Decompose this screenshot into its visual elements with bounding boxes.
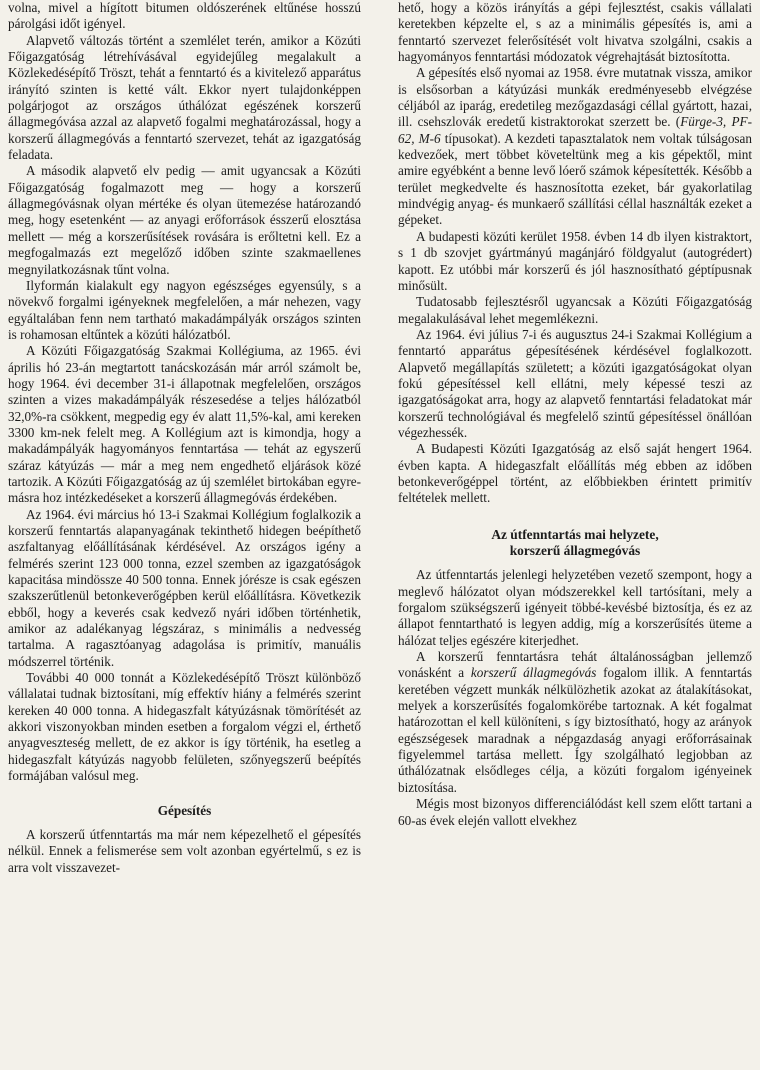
term-italic: korszerű állagmegóvás <box>470 665 597 681</box>
section-heading-line2: korszerű állagmegóvás <box>509 543 641 558</box>
section-heading-line1: Az útfenntartás mai helyzete, <box>491 526 659 542</box>
paragraph: A budapesti közúti kerület 1958. évben 14 db ilyen kistraktort, s 1 db szovjet gyártmányú magánjáró földgyalut (autogrédert) kapott. Ez utóbbi már korszerű és jól hasznosítható géptípusnak minősült. <box>398 228 752 293</box>
right-column <box>398 0 752 829</box>
paragraph: Tudatosabb fejlesztésről ugyancsak a Közúti Főigazgatóság megalakulásával lehet megemlékezni. <box>398 294 752 326</box>
paragraph <box>398 65 752 228</box>
tractor-types-italic: Fürge-3, PF-62, M-6 <box>398 114 752 146</box>
paragraph: A Közúti Főigazgatóság Szakmai Kollégiuma, az 1965. évi április hó 23-án megtartott tanácskozásán már arról számolt be, hogy 1964. évi december 31-i állapotnak megfelelően, országos szinten a vizes makadámpályák részesedése a teljes hálózatból 32,0%-ra csökkent, megpedig egy év alatt 11,5%-kal, ami kereken 3300 km-nek felelt meg. A Kollégium azt is kimondja, hogy a makadámpályák hagyományos fenntartása — tehát az egyszerű száraz kátyúzás — már a meg nem engedhető eljárások közé tartozik. A Közúti Főigazgatóság az új szemlélet birtokában egyre-másra hoz intézkedéseket a korszerű állagmegóvás érdekében. <box>8 343 361 506</box>
paragraph: Mégis most bizonyos differenciálódást kell szem előtt tartani a 60-as évek elején vallott elvekhez <box>398 796 752 828</box>
paragraph: A korszerű útfenntartás ma már nem képezelhető el gépesítés nélkül. Ennek a felismerése sem volt azonban egyértelmű, s ez is arra volt visszavezet- <box>8 826 361 875</box>
paragraph-text: típusokat). A kezdeti tapasztalatok nem voltak túlságosan kedvezőek, mert többet követeltünk meg a kis gépektől, mint amire egyébként a benne levő lóerő számok képesítették. Később a terület megkedvelte és hasznosította ezeket, bár gyakorlatilag mindvégig anyag- és munkaerő szállítási céllal használták ezeket a gépeket. <box>398 130 752 228</box>
paragraph: További 40 000 tonnát a Közlekedésépítő Tröszt különböző vállalatai tudnak biztosítani, míg effektív hiány a felmérés szerint kereken 40 000 tonna. A hidegaszfalt kátyúzásnak tömörítését az akkori viszonyokban minden esetben a forgalom végzi el, érthető anyagveszteség mellett, de ez akkor is így történik, ha esetleg a hidegaszfalt kátyúzás nagyobb felületen, szőnyegszerű beépítés formájában valósul meg. <box>8 670 361 784</box>
paragraph: volna, mivel a hígított bitumen oldószerének eltűnése hosszú párolgási időt igényel. <box>8 0 361 32</box>
left-column <box>8 0 361 876</box>
paragraph: Az 1964. évi július 7-i és augusztus 24-i Szakmai Kollégium a fenntartó apparátus gépesítésének kérdésével foglalkozott. Alapvető megállapítás született; a közúti igazgatóságokat olyan fokú gépesítéssel kell ellátni, mely képessé teszi az igazgatóságokat arra, hogy az alapvető fenntartási feladatokat már korszerű technológiával és megfelelő szintű gépesítéssel önállóan végezhessék. <box>398 326 752 440</box>
paragraph-text: fogalom illik. A fenntartás keretében végzett munkák nélkülözhetik azokat az átalakításokat, melyek a korszerűsítés fogalomkörébe tartoznak. A két fogalmat határozottan el kell különíteni, s így biztosítható, hogy az arányok egészségesek maradnak a népgazdaság anyagi erőforrásainak figyelemmel tartása mellett. Így szolgálható legjobban az úthálózatnak elsődleges célja, a közúti forgalom igényeinek biztosítása. <box>398 665 752 795</box>
paragraph: A Budapesti Közúti Igazgatóság az első saját hengert 1964. évben kapta. A hidegaszfalt előállítás még ebben az időben betonkeverőgéppel történt, az előbbiekben érintett primitív feltételek mellett. <box>398 441 752 506</box>
paragraph-text: A gépesítés első nyomai az 1958. évre mutatnak vissza, amikor is elsősorban a kátyúzási munkák eredményesebb elvégzése céljából az iparág, eredetileg mezőgazdasági céllal gyártott, hazai, ill. csehszlovák eredetű kistraktorokat szerzett be. ( <box>398 65 752 130</box>
paragraph <box>398 649 752 796</box>
paragraph: Ilyformán kialakult egy nagyon egészséges egyensúly, s a növekvő forgalmi igényeknek megfelelően, a már nehezen, vagy egyáltalában fenn nem tartható makadámpályák országos szinten is rohamosan eltűntek a közúti hálózatból. <box>8 277 361 342</box>
paragraph: A második alapvető elv pedig — amit ugyancsak a Közúti Főigazgatóság fogalmazott meg — hogy a korszerű állagmegóvásnak olyan mértéke és olyan ütemezése határozandó meg, hogy esetenként — az anyagi erőforrások ésszerű elosztása mellett — még a korszerűsítések rovására is erőltetni kell. Ez a megfogalmazás ezt megelőző időben szinte szakmaellenes megnyilatkozásnak tűnt volna. <box>8 163 361 277</box>
paragraph: Az útfenntartás jelenlegi helyzetében vezető szempont, hogy a meglevő hálózatot olyan módszerekkel kell tartósítani, mely a forgalom szükségszerű igényeit többé-kevésbé biztosítja, és ez az állapot fenntartható is legyen addig, míg a korszerűsítés üteme a hálózat teljes egészére kiterjedhet. <box>398 567 752 648</box>
paragraph: hető, hogy a közös irányítás a gépi fejlesztést, csakis vállalati keretekben képzelte el, s az a minimális gépesítés is, ami a fenntartó szervezet felerősítését volt hivatva szolgálni, csakis a hagyományos fenntartási módozatok végrehajtását biztosította. <box>398 0 752 65</box>
paragraph-text: A korszerű fenntartásra tehát általánosságban jellemző vonásként a <box>398 649 752 681</box>
paragraph: Az 1964. évi március hó 13-i Szakmai Kollégium foglalkozik a korszerű fenntartás alapanyagának tekinthető hidegen beépíthető aszfaltanyag előállításának kérdésével. Az országos igény a felmérés szerint 123 000 tonna, ezzel szemben az igazgatóságok kapacitása mindössze 40 500 tonna. Ennek jórésze is csak egészen szakszerűtlenül betonkeverőgépben kerül előállításra. Következik ebből, hogy a keverés csak kedvező nyári időben történhetik, amikor az adalékanyag légszáraz, s minimális a nedvesség tartalma. A ragasztóanyag adagolása is primitív, manuális módszerrel történik. <box>8 506 361 669</box>
section-heading-gepesites: Gépesítés <box>157 802 212 818</box>
paragraph: Alapvető változás történt a szemlélet terén, amikor a Közúti Főigazgatóság létrehívásával egyidejűleg megalakult a Közlekedésépítő Tröszt, tehát a fenntartó és a kivitelező apparátus irányító szinten is ketté vált. Ekkor nyert tulajdonképpen polgárjogot az országos úthálózat egészének korszerű állagmegóvása azzal az alapvető fogalmi meghatározással, hogy a korszerű állagmegóvás a fenntartó szervezet, tehát az igazgatóság feladata. <box>8 32 361 163</box>
